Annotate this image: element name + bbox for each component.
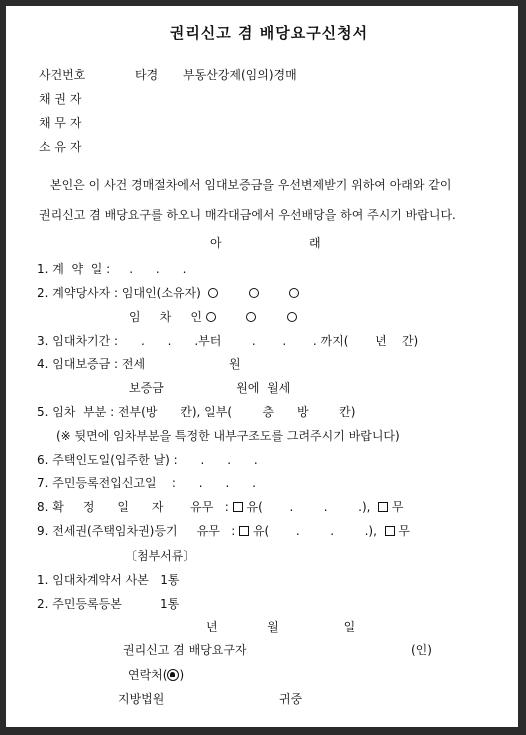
attachment-2: 2. 주민등록등본 1통 xyxy=(37,597,180,611)
circle-icon xyxy=(208,288,218,298)
item-registration-date: 7. 주민등록전입신고일 : . . . xyxy=(37,476,256,490)
checkbox-icon[interactable] xyxy=(239,526,249,536)
circle-icon xyxy=(246,312,256,322)
date-line: 년 월 일 xyxy=(206,620,356,634)
court-name: 지방법원 xyxy=(118,692,165,706)
below-heading-b: 래 xyxy=(309,236,321,250)
jeonse-yes: 유( . . .), xyxy=(249,524,377,538)
case-number-label: 사건번호 xyxy=(39,68,86,82)
item-deposit-jeonse: 4. 임대보증금 : 전세 원 xyxy=(37,357,241,371)
item-parties-tenant xyxy=(129,310,297,324)
party-debtor: 채 무 자 xyxy=(39,116,82,130)
item-lease-period: 3. 임대차기간 : . . .부터 . . . 까지( 년 간) xyxy=(37,334,419,348)
circle-icon xyxy=(206,312,216,322)
fixed-date-label: 8. 확 정 일 자 유무 : xyxy=(37,500,229,514)
intro-line-1: 본인은 이 사건 경매절차에서 임대보증금을 우선변제받기 위하여 아래와 같이 xyxy=(50,178,452,192)
tenant-label: 임 차 인 xyxy=(129,310,202,324)
case-type-code: 타경 xyxy=(135,68,159,82)
fixed-date-yes: 유( . . .), xyxy=(242,500,371,514)
attachments-header: 〔첨부서류〕 xyxy=(125,549,196,563)
checkbox-icon[interactable] xyxy=(385,526,395,536)
jeonse-label: 9. 전세권(주택임차권)등기 유무 : xyxy=(37,524,236,538)
checkbox-icon[interactable] xyxy=(233,502,243,512)
below-heading-a: 아 xyxy=(210,236,222,250)
phone-icon xyxy=(167,669,179,681)
contact-line xyxy=(128,668,184,682)
contact-close: ) xyxy=(179,668,185,682)
circle-icon xyxy=(289,288,299,298)
party-owner: 소 유 자 xyxy=(39,140,82,154)
circle-icon xyxy=(287,312,297,322)
party-creditor: 채 권 자 xyxy=(39,92,82,106)
item-fixed-date xyxy=(37,500,404,514)
item-move-in-date: 6. 주택인도일(입주한 날) : . . . xyxy=(37,453,258,467)
contact-label: 연락처( xyxy=(128,668,168,682)
seal-mark: (인) xyxy=(411,643,432,657)
fixed-date-no: 무 xyxy=(388,500,404,514)
intro-line-2: 권리신고 겸 배당요구를 하오니 매각대금에서 우선배당을 하여 주시기 바랍니다. xyxy=(39,208,456,222)
item-jeonse-registration xyxy=(37,524,410,538)
circle-icon xyxy=(249,288,259,298)
leased-part-note: (※ 뒷면에 임차부분을 특정한 내부구조도를 그려주시기 바랍니다) xyxy=(56,429,400,443)
document-title: 권리신고 겸 배당요구신청서 xyxy=(169,24,369,42)
auction-type: 부동산강제(임의)경매 xyxy=(183,68,297,82)
item-contract-date: 1. 계 약 일 : . . . xyxy=(37,262,187,276)
item-leased-part: 5. 임차 부분 : 전부(방 칸), 일부( 층 방 칸) xyxy=(37,405,356,419)
item-deposit-monthly: 보증금 원에 월세 xyxy=(129,381,291,395)
attachment-1: 1. 임대차계약서 사본 1통 xyxy=(37,573,180,587)
item-parties xyxy=(37,286,299,300)
court-suffix: 귀중 xyxy=(279,692,303,706)
applicant-label: 권리신고 겸 배당요구자 xyxy=(123,643,247,657)
jeonse-no: 무 xyxy=(394,524,410,538)
checkbox-icon[interactable] xyxy=(378,502,388,512)
item-parties-label: 2. 계약당사자 : 임대인(소유자) xyxy=(37,286,201,300)
